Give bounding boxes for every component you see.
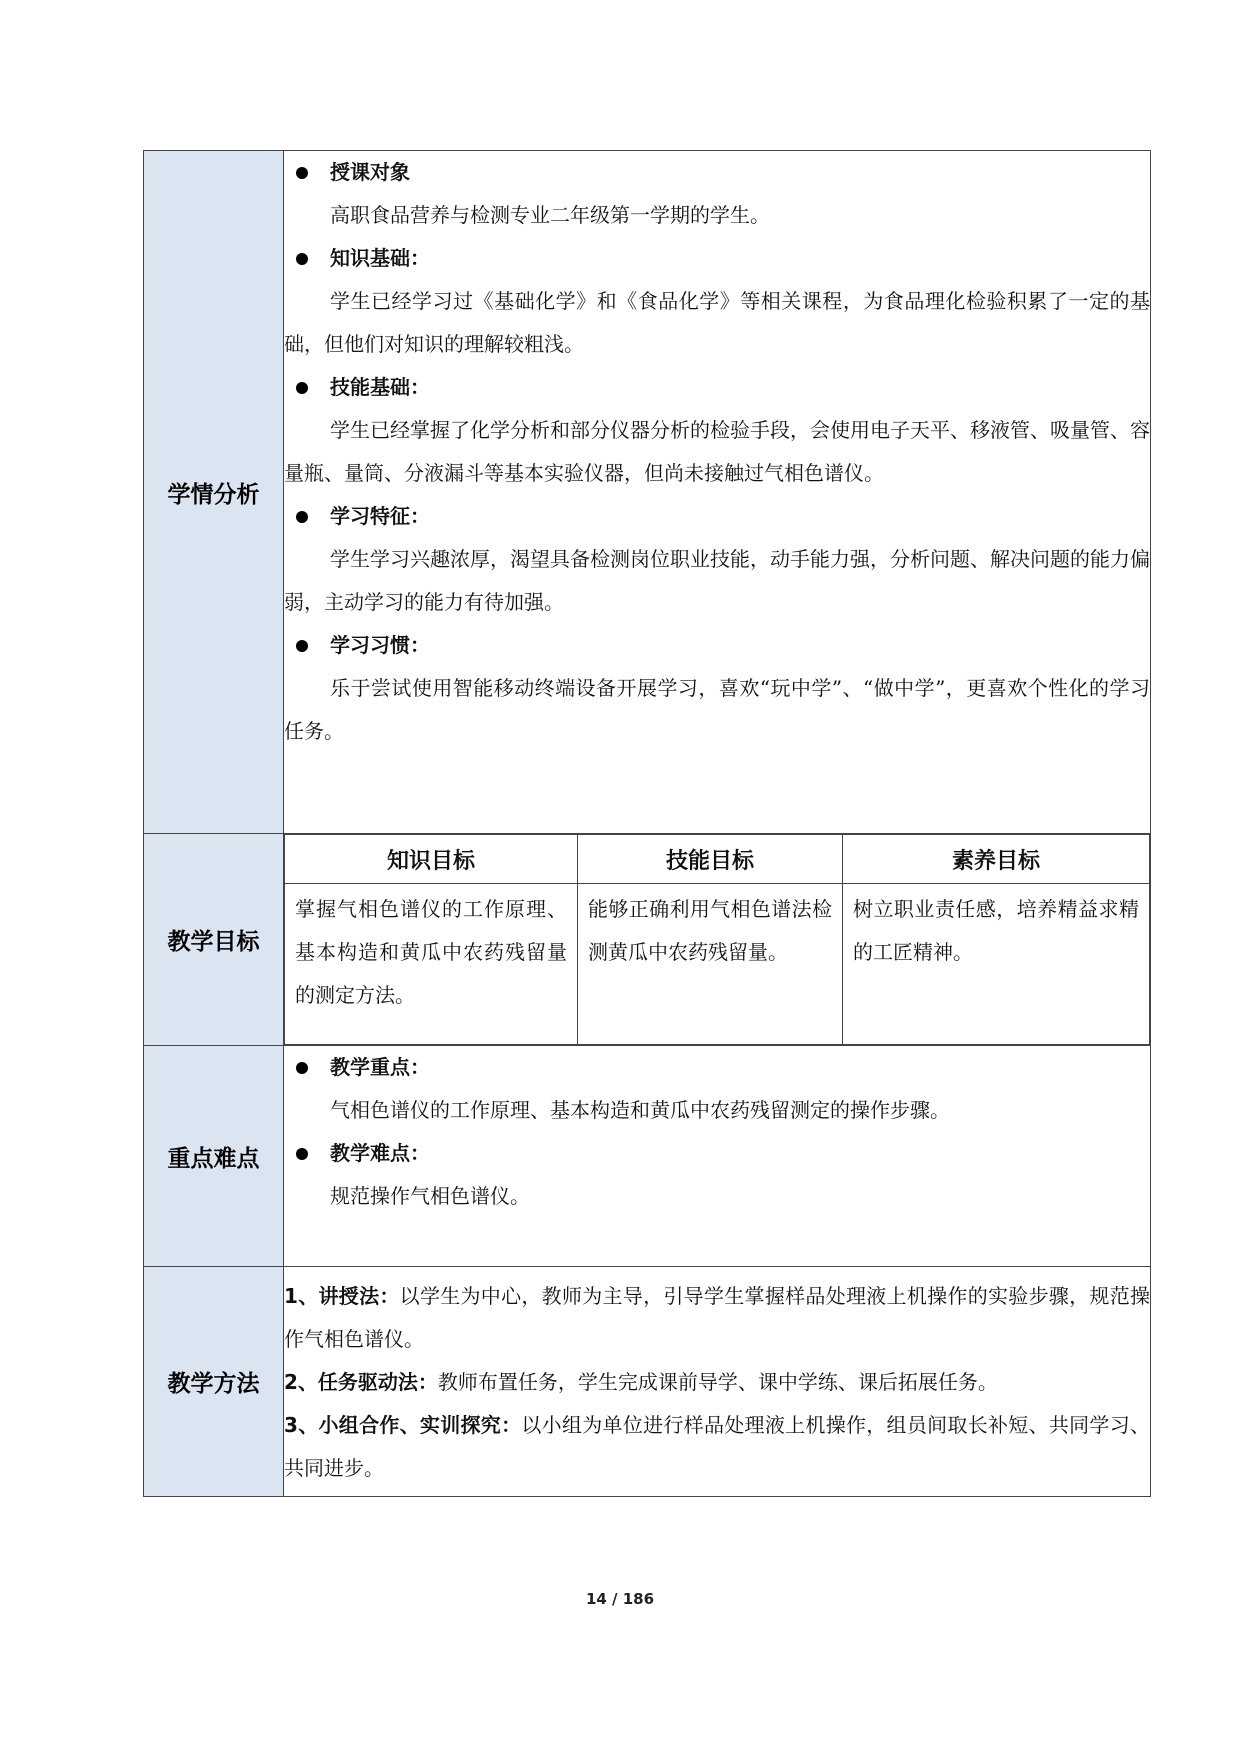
key-points-label: 重点难点 bbox=[144, 1046, 284, 1267]
bullet-text: 乐于尝试使用智能移动终端设备开展学习，喜欢“玩中学”、“做中学”，更喜欢个性化的学习任务。 bbox=[284, 676, 1150, 743]
bullet-heading: 学习特征： bbox=[330, 504, 430, 528]
bullet-heading: 学习习惯： bbox=[330, 633, 430, 657]
bullet-item bbox=[284, 495, 1150, 538]
bullet-item bbox=[284, 366, 1150, 409]
method-item bbox=[284, 1275, 1150, 1361]
methods-label: 教学方法 bbox=[144, 1267, 284, 1497]
bullet-text: 学生学习兴趣浓厚，渴望具备检测岗位职业技能，动手能力强，分析问题、解决问题的能力偏弱，主动学习的能力有待加强。 bbox=[284, 547, 1150, 614]
bullet-text: 规范操作气相色谱仪。 bbox=[330, 1184, 530, 1208]
bullet-icon bbox=[296, 1148, 308, 1160]
bullet-text: 高职食品营养与检测专业二年级第一学期的学生。 bbox=[330, 203, 770, 227]
bullet-text: 气相色谱仪的工作原理、基本构造和黄瓜中农药残留测定的操作步骤。 bbox=[330, 1098, 950, 1122]
bullet-icon bbox=[296, 640, 308, 652]
bullet-item bbox=[284, 1132, 1150, 1175]
bullet-heading: 教学难点： bbox=[330, 1141, 430, 1165]
bullet-heading: 教学重点： bbox=[330, 1055, 430, 1079]
bullet-item bbox=[284, 151, 1150, 194]
key-points-content bbox=[284, 1046, 1151, 1267]
page-number: 14 / 186 bbox=[585, 1590, 655, 1608]
bullet-heading: 技能基础： bbox=[330, 375, 430, 399]
bullet-item bbox=[284, 624, 1150, 667]
goal-header-knowledge: 知识目标 bbox=[285, 835, 578, 884]
analysis-content bbox=[284, 151, 1151, 834]
bullet-icon bbox=[296, 167, 308, 179]
method-item bbox=[284, 1361, 1150, 1404]
row-analysis bbox=[144, 151, 1151, 834]
goals-content bbox=[284, 834, 1151, 1046]
row-goals bbox=[144, 834, 1151, 1046]
analysis-label: 学情分析 bbox=[144, 151, 284, 834]
lesson-plan-table bbox=[143, 150, 1151, 1497]
bullet-icon bbox=[296, 382, 308, 394]
method-text: 教师布置任务，学生完成课前导学、课中学练、课后拓展任务。 bbox=[437, 1370, 998, 1394]
goal-header-literacy: 素养目标 bbox=[843, 835, 1150, 884]
method-text: 以学生为中心，教师为主导，引导学生掌握样品处理液上机操作的实验步骤，规范操作气相色谱仪。 bbox=[284, 1284, 1151, 1351]
method-text: 以小组为单位进行样品处理液上机操作，组员间取长补短、共同学习、共同进步。 bbox=[284, 1413, 1151, 1480]
methods-content bbox=[284, 1267, 1151, 1497]
bullet-icon bbox=[296, 511, 308, 523]
goals-label: 教学目标 bbox=[144, 834, 284, 1046]
bullet-item bbox=[284, 1046, 1150, 1089]
goal-cell-knowledge: 掌握气相色谱仪的工作原理、基本构造和黄瓜中农药残留量的测定方法。 bbox=[285, 884, 578, 1045]
method-heading: 3、小组合作、实训探究： bbox=[284, 1413, 522, 1437]
goal-cell-skill: 能够正确利用气相色谱法检测黄瓜中农药残留量。 bbox=[578, 884, 843, 1045]
bullet-heading: 授课对象 bbox=[330, 160, 410, 184]
method-item bbox=[284, 1404, 1150, 1490]
bullet-text: 学生已经掌握了化学分析和部分仪器分析的检验手段，会使用电子天平、移液管、吸量管、容量瓶、量筒、分液漏斗等基本实验仪器，但尚未接触过气相色谱仪。 bbox=[284, 418, 1150, 485]
method-heading: 1、讲授法： bbox=[284, 1284, 400, 1308]
method-heading: 2、任务驱动法： bbox=[284, 1370, 438, 1394]
goals-table bbox=[284, 834, 1150, 1045]
bullet-heading: 知识基础： bbox=[330, 246, 430, 270]
bullet-text: 学生已经学习过《基础化学》和《食品化学》等相关课程，为食品理化检验积累了一定的基础，但他们对知识的理解较粗浅。 bbox=[284, 289, 1150, 356]
goal-header-skill: 技能目标 bbox=[578, 835, 843, 884]
bullet-icon bbox=[296, 1062, 308, 1074]
row-methods bbox=[144, 1267, 1151, 1497]
bullet-item bbox=[284, 237, 1150, 280]
goal-cell-literacy: 树立职业责任感，培养精益求精的工匠精神。 bbox=[843, 884, 1150, 1045]
bullet-icon bbox=[296, 253, 308, 265]
row-key-points bbox=[144, 1046, 1151, 1267]
